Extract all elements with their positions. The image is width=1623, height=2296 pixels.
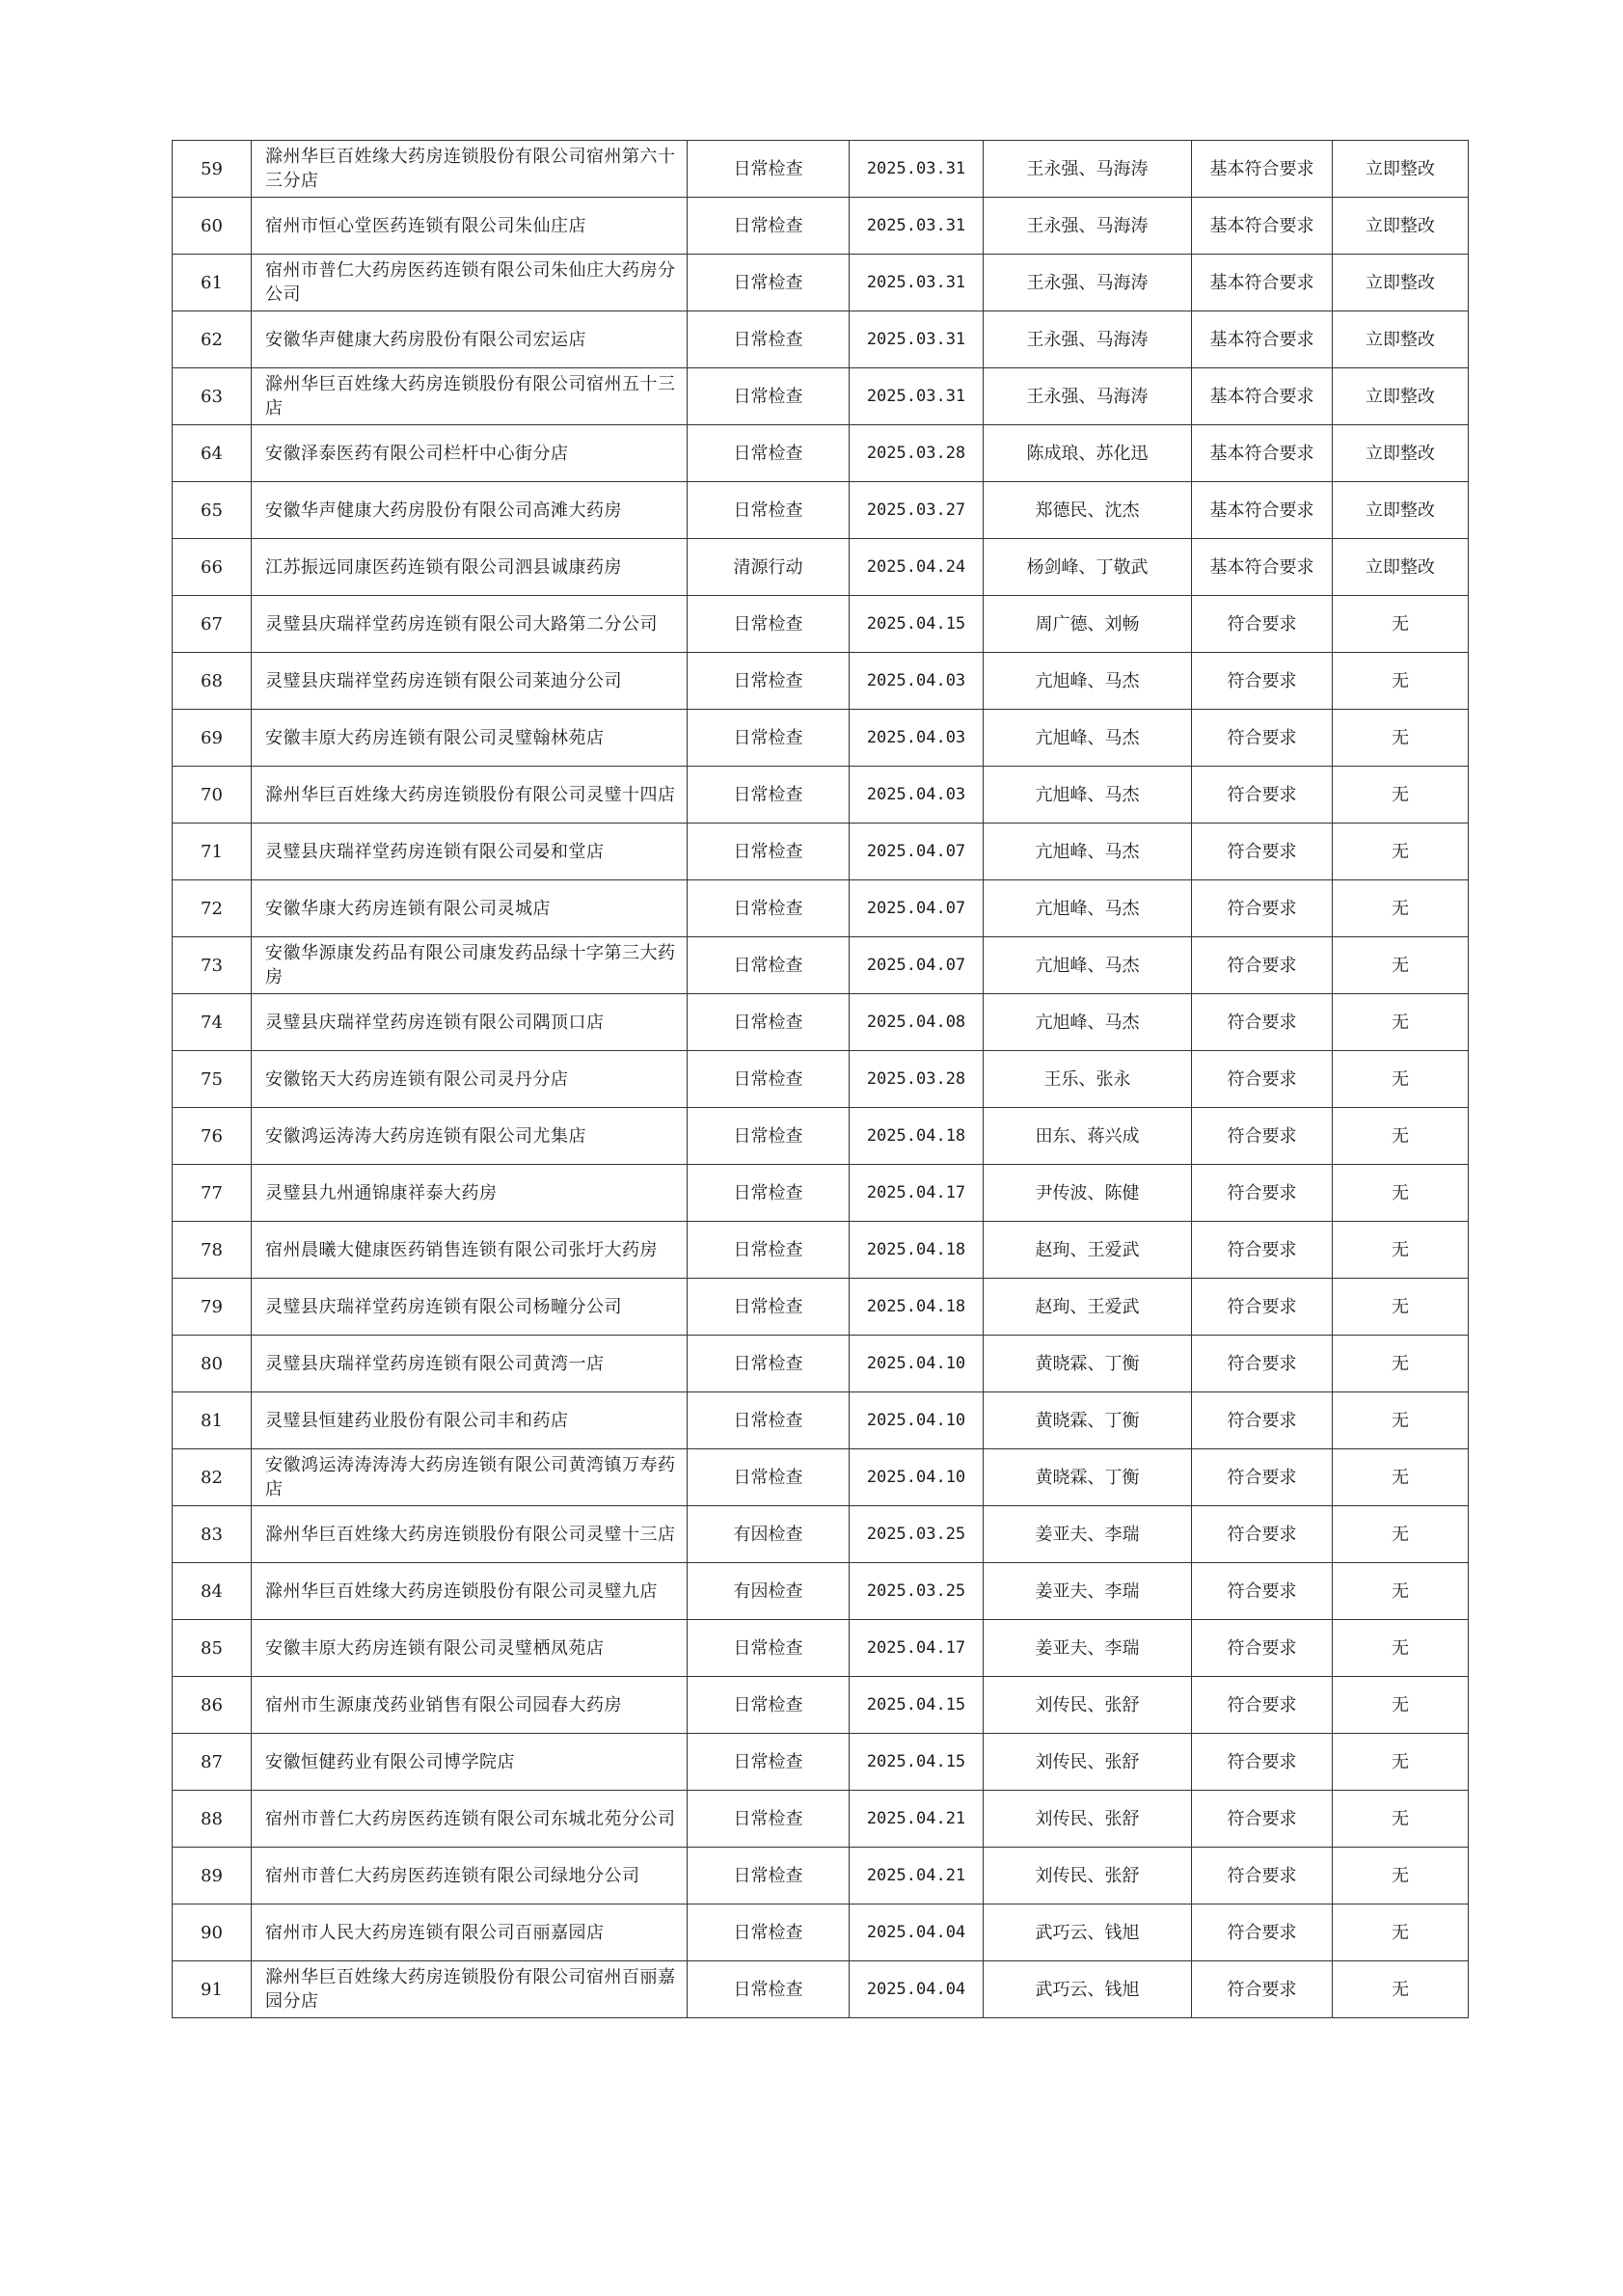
inspection-date-cell: 2025.04.21 [850, 1791, 984, 1848]
rectification-action-cell: 无 [1333, 1506, 1469, 1563]
inspection-type-cell: 日常检查 [688, 425, 850, 482]
inspection-result-cell: 符合要求 [1192, 1279, 1333, 1336]
pharmacy-name-cell: 灵璧县庆瑞祥堂药房连锁有限公司黄湾一店 [252, 1336, 688, 1392]
inspection-result-cell: 符合要求 [1192, 1563, 1333, 1620]
rectification-action-cell: 无 [1333, 994, 1469, 1051]
rectification-action-cell: 无 [1333, 937, 1469, 994]
inspectors-cell: 亢旭峰、马杰 [984, 880, 1192, 937]
inspection-date-cell: 2025.03.28 [850, 425, 984, 482]
row-number-cell: 76 [173, 1108, 252, 1165]
inspection-type-cell: 日常检查 [688, 1734, 850, 1791]
inspection-date-cell: 2025.03.25 [850, 1563, 984, 1620]
inspection-date-cell: 2025.04.18 [850, 1279, 984, 1336]
inspectors-cell: 尹传波、陈健 [984, 1165, 1192, 1222]
rectification-action-cell: 无 [1333, 1336, 1469, 1392]
inspection-date-cell: 2025.04.15 [850, 1734, 984, 1791]
inspection-result-cell: 基本符合要求 [1192, 255, 1333, 311]
pharmacy-name-cell: 灵璧县庆瑞祥堂药房连锁有限公司隅顶口店 [252, 994, 688, 1051]
inspection-date-cell: 2025.03.31 [850, 368, 984, 425]
row-number-cell: 89 [173, 1848, 252, 1904]
row-number-cell: 87 [173, 1734, 252, 1791]
inspectors-cell: 王永强、马海涛 [984, 311, 1192, 368]
table-row [173, 1165, 1469, 1222]
row-number-cell: 63 [173, 368, 252, 425]
pharmacy-name-cell: 滁州华巨百姓缘大药房连锁股份有限公司宿州第六十三分店 [252, 141, 688, 198]
pharmacy-name-cell: 灵璧县庆瑞祥堂药房连锁有限公司杨疃分公司 [252, 1279, 688, 1336]
table-row [173, 1848, 1469, 1904]
table-row [173, 1449, 1469, 1506]
pharmacy-name-cell: 安徽华声健康大药房股份有限公司宏运店 [252, 311, 688, 368]
inspectors-cell: 王永强、马海涛 [984, 141, 1192, 198]
table-row [173, 425, 1469, 482]
inspection-result-cell: 符合要求 [1192, 1392, 1333, 1449]
inspection-date-cell: 2025.04.17 [850, 1620, 984, 1677]
inspection-type-cell: 日常检查 [688, 767, 850, 824]
pharmacy-name-cell: 江苏振远同康医药连锁有限公司泗县诚康药房 [252, 539, 688, 596]
pharmacy-name-cell: 安徽鸿运涛涛涛涛大药房连锁有限公司黄湾镇万寿药店 [252, 1449, 688, 1506]
row-number-cell: 86 [173, 1677, 252, 1734]
rectification-action-cell: 无 [1333, 1904, 1469, 1961]
inspectors-cell: 黄晓霖、丁衡 [984, 1336, 1192, 1392]
rectification-action-cell: 立即整改 [1333, 311, 1469, 368]
inspectors-cell: 刘传民、张舒 [984, 1848, 1192, 1904]
pharmacy-name-cell: 安徽华康大药房连锁有限公司灵城店 [252, 880, 688, 937]
row-number-cell: 66 [173, 539, 252, 596]
inspection-result-cell: 基本符合要求 [1192, 141, 1333, 198]
pharmacy-name-cell: 宿州市普仁大药房医药连锁有限公司绿地分公司 [252, 1848, 688, 1904]
pharmacy-name-cell: 安徽华源康发药品有限公司康发药品绿十字第三大药房 [252, 937, 688, 994]
inspection-result-cell: 符合要求 [1192, 1051, 1333, 1108]
pharmacy-name-cell: 灵璧县九州通锦康祥泰大药房 [252, 1165, 688, 1222]
table-row [173, 1791, 1469, 1848]
inspection-result-cell: 基本符合要求 [1192, 311, 1333, 368]
row-number-cell: 74 [173, 994, 252, 1051]
inspection-date-cell: 2025.04.08 [850, 994, 984, 1051]
inspection-date-cell: 2025.04.10 [850, 1336, 984, 1392]
inspection-type-cell: 日常检查 [688, 255, 850, 311]
inspection-date-cell: 2025.03.31 [850, 198, 984, 255]
table-row [173, 1051, 1469, 1108]
inspection-type-cell: 日常检查 [688, 1222, 850, 1279]
inspectors-cell: 刘传民、张舒 [984, 1677, 1192, 1734]
inspection-result-cell: 符合要求 [1192, 1904, 1333, 1961]
inspection-type-cell: 日常检查 [688, 1620, 850, 1677]
inspection-date-cell: 2025.04.10 [850, 1449, 984, 1506]
inspection-table [172, 140, 1469, 2018]
table-row [173, 1336, 1469, 1392]
inspection-type-cell: 日常检查 [688, 198, 850, 255]
row-number-cell: 79 [173, 1279, 252, 1336]
inspection-type-cell: 日常检查 [688, 1336, 850, 1392]
row-number-cell: 91 [173, 1961, 252, 2018]
inspection-date-cell: 2025.04.24 [850, 539, 984, 596]
rectification-action-cell: 立即整改 [1333, 425, 1469, 482]
inspection-date-cell: 2025.04.15 [850, 1677, 984, 1734]
inspectors-cell: 亢旭峰、马杰 [984, 994, 1192, 1051]
inspection-type-cell: 日常检查 [688, 1449, 850, 1506]
inspection-date-cell: 2025.04.03 [850, 767, 984, 824]
inspection-type-cell: 日常检查 [688, 311, 850, 368]
inspectors-cell: 王永强、马海涛 [984, 198, 1192, 255]
inspection-result-cell: 符合要求 [1192, 1620, 1333, 1677]
inspection-result-cell: 符合要求 [1192, 1449, 1333, 1506]
inspection-type-cell: 日常检查 [688, 1165, 850, 1222]
inspection-result-cell: 符合要求 [1192, 1677, 1333, 1734]
inspection-result-cell: 基本符合要求 [1192, 539, 1333, 596]
inspection-result-cell: 符合要求 [1192, 1848, 1333, 1904]
inspection-result-cell: 基本符合要求 [1192, 368, 1333, 425]
row-number-cell: 61 [173, 255, 252, 311]
table-row [173, 653, 1469, 710]
inspectors-cell: 刘传民、张舒 [984, 1734, 1192, 1791]
rectification-action-cell: 立即整改 [1333, 198, 1469, 255]
inspection-type-cell: 日常检查 [688, 1848, 850, 1904]
inspectors-cell: 赵珣、王爱武 [984, 1222, 1192, 1279]
inspectors-cell: 王乐、张永 [984, 1051, 1192, 1108]
inspectors-cell: 姜亚夫、李瑞 [984, 1563, 1192, 1620]
inspection-result-cell: 基本符合要求 [1192, 482, 1333, 539]
inspectors-cell: 赵珣、王爱武 [984, 1279, 1192, 1336]
inspection-type-cell: 有因检查 [688, 1563, 850, 1620]
inspectors-cell: 亢旭峰、马杰 [984, 710, 1192, 767]
pharmacy-name-cell: 安徽铭天大药房连锁有限公司灵丹分店 [252, 1051, 688, 1108]
inspection-type-cell: 日常检查 [688, 596, 850, 653]
inspection-date-cell: 2025.04.17 [850, 1165, 984, 1222]
inspection-type-cell: 日常检查 [688, 1904, 850, 1961]
inspection-type-cell: 日常检查 [688, 1392, 850, 1449]
inspectors-cell: 亢旭峰、马杰 [984, 824, 1192, 880]
table-row [173, 1677, 1469, 1734]
inspectors-cell: 郑德民、沈杰 [984, 482, 1192, 539]
inspection-type-cell: 日常检查 [688, 1677, 850, 1734]
rectification-action-cell: 无 [1333, 1734, 1469, 1791]
inspection-result-cell: 符合要求 [1192, 710, 1333, 767]
row-number-cell: 64 [173, 425, 252, 482]
row-number-cell: 88 [173, 1791, 252, 1848]
inspectors-cell: 亢旭峰、马杰 [984, 653, 1192, 710]
inspection-date-cell: 2025.04.07 [850, 880, 984, 937]
inspectors-cell: 黄晓霖、丁衡 [984, 1449, 1192, 1506]
pharmacy-name-cell: 灵璧县庆瑞祥堂药房连锁有限公司大路第二分公司 [252, 596, 688, 653]
table-row [173, 937, 1469, 994]
inspection-result-cell: 符合要求 [1192, 1961, 1333, 2018]
inspectors-cell: 亢旭峰、马杰 [984, 767, 1192, 824]
table-row [173, 198, 1469, 255]
inspection-date-cell: 2025.03.28 [850, 1051, 984, 1108]
row-number-cell: 71 [173, 824, 252, 880]
rectification-action-cell: 立即整改 [1333, 255, 1469, 311]
inspectors-cell: 武巧云、钱旭 [984, 1961, 1192, 2018]
row-number-cell: 85 [173, 1620, 252, 1677]
row-number-cell: 72 [173, 880, 252, 937]
pharmacy-name-cell: 安徽丰原大药房连锁有限公司灵璧翰林苑店 [252, 710, 688, 767]
inspection-result-cell: 基本符合要求 [1192, 425, 1333, 482]
pharmacy-name-cell: 滁州华巨百姓缘大药房连锁股份有限公司宿州五十三店 [252, 368, 688, 425]
inspection-date-cell: 2025.04.21 [850, 1848, 984, 1904]
inspection-date-cell: 2025.04.04 [850, 1904, 984, 1961]
inspectors-cell: 王永强、马海涛 [984, 368, 1192, 425]
table-row [173, 255, 1469, 311]
inspectors-cell: 刘传民、张舒 [984, 1791, 1192, 1848]
inspection-date-cell: 2025.04.04 [850, 1961, 984, 2018]
inspection-result-cell: 符合要求 [1192, 1791, 1333, 1848]
rectification-action-cell: 立即整改 [1333, 539, 1469, 596]
inspection-date-cell: 2025.04.03 [850, 710, 984, 767]
table-row [173, 596, 1469, 653]
row-number-cell: 90 [173, 1904, 252, 1961]
row-number-cell: 69 [173, 710, 252, 767]
rectification-action-cell: 无 [1333, 1165, 1469, 1222]
pharmacy-name-cell: 灵璧县恒建药业股份有限公司丰和药店 [252, 1392, 688, 1449]
inspection-type-cell: 日常检查 [688, 1791, 850, 1848]
inspection-type-cell: 日常检查 [688, 1108, 850, 1165]
pharmacy-name-cell: 安徽丰原大药房连锁有限公司灵璧栖凤苑店 [252, 1620, 688, 1677]
pharmacy-name-cell: 滁州华巨百姓缘大药房连锁股份有限公司灵璧十三店 [252, 1506, 688, 1563]
inspection-date-cell: 2025.04.15 [850, 596, 984, 653]
row-number-cell: 65 [173, 482, 252, 539]
row-number-cell: 78 [173, 1222, 252, 1279]
inspection-type-cell: 日常检查 [688, 1051, 850, 1108]
inspection-type-cell: 日常检查 [688, 1961, 850, 2018]
inspection-date-cell: 2025.04.18 [850, 1222, 984, 1279]
inspection-result-cell: 符合要求 [1192, 880, 1333, 937]
table-row [173, 1392, 1469, 1449]
rectification-action-cell: 无 [1333, 1279, 1469, 1336]
inspection-type-cell: 日常检查 [688, 880, 850, 937]
rectification-action-cell: 立即整改 [1333, 482, 1469, 539]
rectification-action-cell: 无 [1333, 1222, 1469, 1279]
inspection-date-cell: 2025.04.07 [850, 937, 984, 994]
table-row [173, 1222, 1469, 1279]
inspection-result-cell: 符合要求 [1192, 1108, 1333, 1165]
inspectors-cell: 亢旭峰、马杰 [984, 937, 1192, 994]
rectification-action-cell: 无 [1333, 1620, 1469, 1677]
rectification-action-cell: 无 [1333, 1051, 1469, 1108]
pharmacy-name-cell: 安徽恒健药业有限公司博学院店 [252, 1734, 688, 1791]
inspection-date-cell: 2025.03.25 [850, 1506, 984, 1563]
inspection-result-cell: 符合要求 [1192, 596, 1333, 653]
rectification-action-cell: 无 [1333, 1848, 1469, 1904]
inspection-result-cell: 符合要求 [1192, 1506, 1333, 1563]
inspectors-cell: 姜亚夫、李瑞 [984, 1506, 1192, 1563]
table-row [173, 824, 1469, 880]
pharmacy-name-cell: 宿州晨曦大健康医药销售连锁有限公司张圩大药房 [252, 1222, 688, 1279]
row-number-cell: 81 [173, 1392, 252, 1449]
pharmacy-name-cell: 宿州市生源康茂药业销售有限公司园春大药房 [252, 1677, 688, 1734]
row-number-cell: 70 [173, 767, 252, 824]
inspection-date-cell: 2025.04.03 [850, 653, 984, 710]
table-row [173, 1961, 1469, 2018]
rectification-action-cell: 无 [1333, 653, 1469, 710]
rectification-action-cell: 无 [1333, 1791, 1469, 1848]
row-number-cell: 60 [173, 198, 252, 255]
table-row [173, 1620, 1469, 1677]
inspection-result-cell: 符合要求 [1192, 1222, 1333, 1279]
inspection-result-cell: 符合要求 [1192, 653, 1333, 710]
rectification-action-cell: 无 [1333, 596, 1469, 653]
inspection-date-cell: 2025.04.10 [850, 1392, 984, 1449]
table-row [173, 767, 1469, 824]
inspection-date-cell: 2025.04.18 [850, 1108, 984, 1165]
inspection-type-cell: 日常检查 [688, 994, 850, 1051]
pharmacy-name-cell: 安徽华声健康大药房股份有限公司高滩大药房 [252, 482, 688, 539]
rectification-action-cell: 立即整改 [1333, 368, 1469, 425]
inspection-result-cell: 符合要求 [1192, 994, 1333, 1051]
inspection-type-cell: 日常检查 [688, 368, 850, 425]
pharmacy-name-cell: 灵璧县庆瑞祥堂药房连锁有限公司莱迪分公司 [252, 653, 688, 710]
inspection-result-cell: 符合要求 [1192, 767, 1333, 824]
pharmacy-name-cell: 安徽鸿运涛涛大药房连锁有限公司尤集店 [252, 1108, 688, 1165]
inspection-type-cell: 日常检查 [688, 1279, 850, 1336]
row-number-cell: 77 [173, 1165, 252, 1222]
pharmacy-name-cell: 灵璧县庆瑞祥堂药房连锁有限公司晏和堂店 [252, 824, 688, 880]
inspectors-cell: 杨剑峰、丁敬武 [984, 539, 1192, 596]
inspectors-cell: 武巧云、钱旭 [984, 1904, 1192, 1961]
pharmacy-name-cell: 宿州市人民大药房连锁有限公司百丽嘉园店 [252, 1904, 688, 1961]
table-row [173, 482, 1469, 539]
inspection-table-container [172, 140, 1468, 2018]
rectification-action-cell: 无 [1333, 1108, 1469, 1165]
table-row [173, 994, 1469, 1051]
row-number-cell: 82 [173, 1449, 252, 1506]
inspection-type-cell: 日常检查 [688, 824, 850, 880]
rectification-action-cell: 无 [1333, 1392, 1469, 1449]
inspection-date-cell: 2025.03.31 [850, 141, 984, 198]
inspectors-cell: 田东、蒋兴成 [984, 1108, 1192, 1165]
table-body [173, 141, 1469, 2018]
table-row [173, 1279, 1469, 1336]
inspection-date-cell: 2025.03.27 [850, 482, 984, 539]
table-row [173, 1506, 1469, 1563]
inspectors-cell: 陈成琅、苏化迅 [984, 425, 1192, 482]
inspection-result-cell: 符合要求 [1192, 1336, 1333, 1392]
row-number-cell: 68 [173, 653, 252, 710]
row-number-cell: 67 [173, 596, 252, 653]
table-row [173, 1563, 1469, 1620]
row-number-cell: 83 [173, 1506, 252, 1563]
row-number-cell: 80 [173, 1336, 252, 1392]
inspectors-cell: 姜亚夫、李瑞 [984, 1620, 1192, 1677]
inspection-result-cell: 基本符合要求 [1192, 198, 1333, 255]
table-row [173, 368, 1469, 425]
row-number-cell: 59 [173, 141, 252, 198]
pharmacy-name-cell: 安徽泽泰医药有限公司栏杆中心街分店 [252, 425, 688, 482]
rectification-action-cell: 无 [1333, 1677, 1469, 1734]
inspectors-cell: 周广德、刘畅 [984, 596, 1192, 653]
inspection-type-cell: 有因检查 [688, 1506, 850, 1563]
inspection-result-cell: 符合要求 [1192, 1734, 1333, 1791]
rectification-action-cell: 无 [1333, 1563, 1469, 1620]
row-number-cell: 75 [173, 1051, 252, 1108]
row-number-cell: 84 [173, 1563, 252, 1620]
table-row [173, 1108, 1469, 1165]
rectification-action-cell: 无 [1333, 767, 1469, 824]
pharmacy-name-cell: 滁州华巨百姓缘大药房连锁股份有限公司灵璧九店 [252, 1563, 688, 1620]
inspectors-cell: 王永强、马海涛 [984, 255, 1192, 311]
inspection-result-cell: 符合要求 [1192, 824, 1333, 880]
inspection-date-cell: 2025.04.07 [850, 824, 984, 880]
pharmacy-name-cell: 宿州市普仁大药房医药连锁有限公司东城北苑分公司 [252, 1791, 688, 1848]
table-row [173, 141, 1469, 198]
rectification-action-cell: 无 [1333, 710, 1469, 767]
pharmacy-name-cell: 宿州市恒心堂医药连锁有限公司朱仙庄店 [252, 198, 688, 255]
rectification-action-cell: 无 [1333, 880, 1469, 937]
rectification-action-cell: 立即整改 [1333, 141, 1469, 198]
inspection-type-cell: 日常检查 [688, 710, 850, 767]
inspection-date-cell: 2025.03.31 [850, 311, 984, 368]
table-row [173, 710, 1469, 767]
pharmacy-name-cell: 滁州华巨百姓缘大药房连锁股份有限公司宿州百丽嘉园分店 [252, 1961, 688, 2018]
row-number-cell: 62 [173, 311, 252, 368]
inspection-result-cell: 符合要求 [1192, 1165, 1333, 1222]
row-number-cell: 73 [173, 937, 252, 994]
table-row [173, 880, 1469, 937]
inspection-type-cell: 日常检查 [688, 653, 850, 710]
inspection-date-cell: 2025.03.31 [850, 255, 984, 311]
rectification-action-cell: 无 [1333, 1449, 1469, 1506]
pharmacy-name-cell: 宿州市普仁大药房医药连锁有限公司朱仙庄大药房分公司 [252, 255, 688, 311]
pharmacy-name-cell: 滁州华巨百姓缘大药房连锁股份有限公司灵璧十四店 [252, 767, 688, 824]
rectification-action-cell: 无 [1333, 824, 1469, 880]
inspection-type-cell: 日常检查 [688, 482, 850, 539]
inspection-type-cell: 日常检查 [688, 141, 850, 198]
inspection-result-cell: 符合要求 [1192, 937, 1333, 994]
table-row [173, 539, 1469, 596]
inspectors-cell: 黄晓霖、丁衡 [984, 1392, 1192, 1449]
rectification-action-cell: 无 [1333, 1961, 1469, 2018]
table-row [173, 1904, 1469, 1961]
table-row [173, 1734, 1469, 1791]
table-row [173, 311, 1469, 368]
inspection-type-cell: 清源行动 [688, 539, 850, 596]
inspection-type-cell: 日常检查 [688, 937, 850, 994]
